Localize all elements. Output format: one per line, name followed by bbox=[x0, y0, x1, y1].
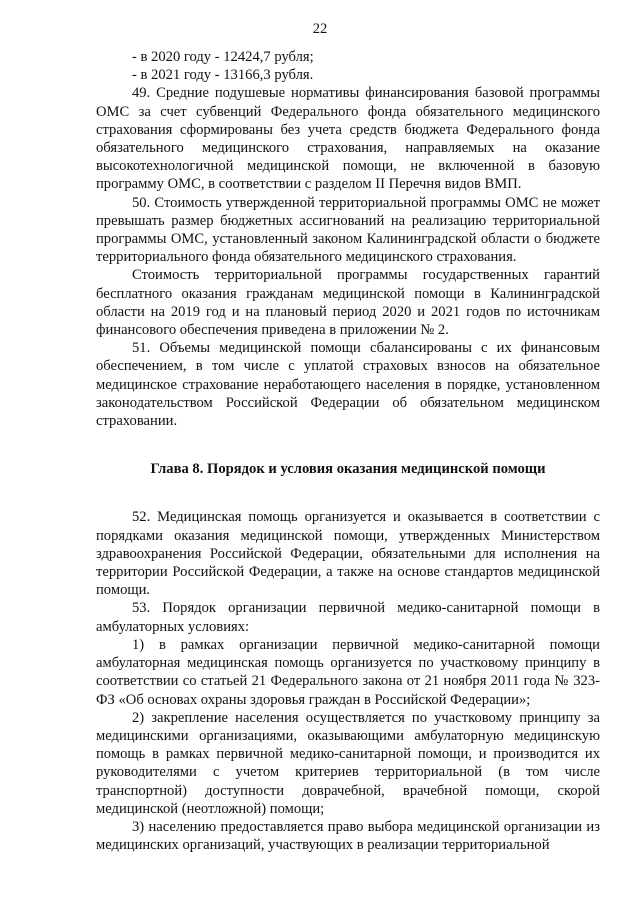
paragraph-49: 49. Средние подушевые нормативы финансирования базовой программы ОМС за счет субвенций Федерального фонда обязательного медицинского страхования сформированы без учета средств бюджета Федерального фонда обязательного медицинского страхования, направляемых на оказание высокотехнологичной медицинской помощи, не включенной в базовую программу ОМС, в соответствии с разделом II Перечня видов ВМП. bbox=[96, 85, 600, 193]
page-number: 22 bbox=[312, 21, 328, 37]
chapter-title: Глава 8. Порядок и условия оказания медицинской помощи bbox=[150, 461, 546, 478]
paragraph-program-cost: Стоимость территориальной программы государственных гарантий бесплатного оказания гражданам медицинской помощи в Калининградской области на 2019 год и на плановый период 2020 и 2021 годов по источникам финансового обеспечения приведена в приложении № 2. bbox=[96, 267, 600, 339]
paragraph-52: 52. Медицинская помощь организуется и оказывается в соответствии с порядками оказания медицинской помощи, утвержденных Министерством здравоохранения Российской Федерации, обязательными для исполнения на территории Российской Федерации, а также на основе стандартов медицинской помощи. bbox=[96, 509, 600, 599]
paragraph-50: 50. Стоимость утвержденной территориальной программы ОМС не может превышать размер бюджетных ассигнований на реализацию территориальной программы ОМС, установленный законом Калининградской области о бюджете территориального фонда обязательного медицинского страхования. bbox=[96, 194, 600, 266]
document-body bbox=[96, 48, 600, 854]
paragraph-2020-rate: - в 2020 году - 12424,7 рубля; bbox=[132, 49, 314, 65]
paragraph-53-item-1: 1) в рамках организации первичной медико-санитарной помощи амбулаторная медицинская помощь организуется по участковому принципу в соответствии со статьей 21 Федерального закона от 21 ноября 2011 года № 323-ФЗ «Об основах охраны здоровья граждан в Российской Федерации»; bbox=[96, 636, 600, 708]
paragraph-53: 53. Порядок организации первичной медико-санитарной помощи в амбулаторных условиях: bbox=[96, 600, 600, 635]
paragraph-53-item-3: 3) населению предоставляется право выбора медицинской организации из медицинских организаций, участвующих в реализации территориальной bbox=[96, 818, 600, 854]
paragraph-51: 51. Объемы медицинской помощи сбалансированы с их финансовым обеспечением, в том числе с уплатой страховых взносов на обязательное медицинское страхование неработающего населения в порядке, установленном законодательством Российской Федерации об обязательном медицинском страховании. bbox=[96, 340, 600, 430]
paragraph-2021-rate: - в 2021 году - 13166,3 рубля. bbox=[132, 67, 314, 84]
paragraph-53-item-2: 2) закрепление населения осуществляется по участковому принципу за медицинскими организациями, оказывающими амбулаторную медицинскую помощь в рамках первичной медико-санитарной помощи, и производится их руководителями с учетом критериев территориальной (в том числе транспортной) доступности доврачебной, врачебной помощи, скорой медицинской (неотложной) помощи; bbox=[96, 709, 600, 817]
